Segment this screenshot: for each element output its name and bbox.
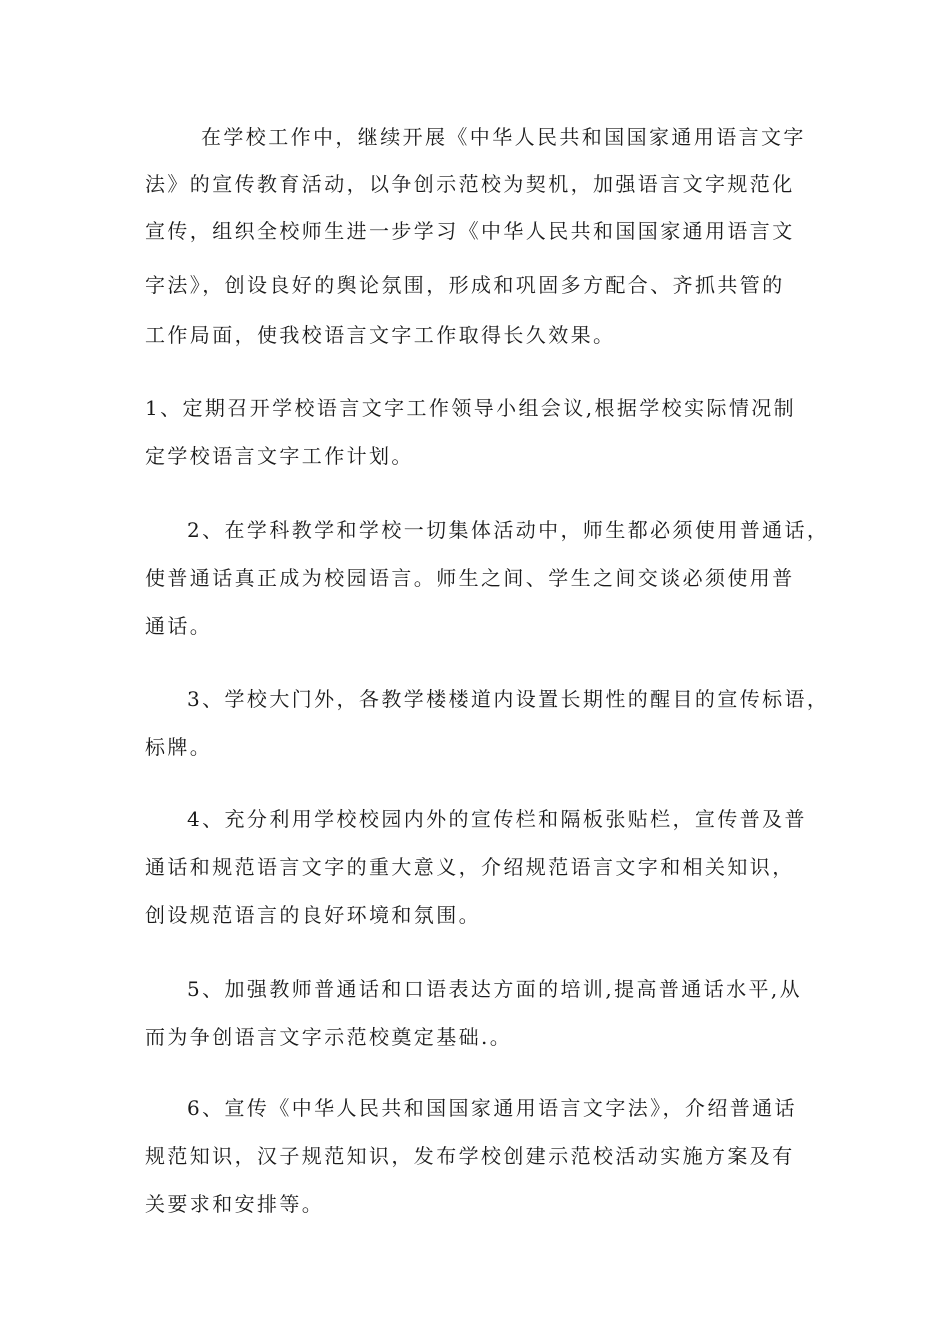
item-4-line-1: 4、充分利用学校校园内外的宣传栏和隔板张贴栏，宣传普及普: [187, 807, 807, 831]
item-6-line-1: 6、宣传《中华人民共和国国家通用语言文字法》，介绍普通话: [187, 1096, 797, 1120]
item-2-line-2: 使普通话真正成为校园语言。师生之间、学生之间交谈必须使用普: [145, 566, 795, 590]
paragraph-1-line-2: 法》的宣传教育活动，以争创示范校为契机，加强语言文字规范化: [145, 172, 795, 196]
paragraph-1-line-4: 字法》，创设良好的舆论氛围，形成和巩固多方配合、齐抓共管的: [145, 273, 785, 297]
item-3-line-2: 标牌。: [145, 735, 213, 759]
item-5-line-1: 5、加强教师普通话和口语表达方面的培训,提高普通话水平,从: [187, 977, 803, 1001]
item-6-line-2: 规范知识，汉子规范知识，发布学校创建示范校活动实施方案及有: [145, 1144, 795, 1168]
item-1-line-1: 1、定期召开学校语言文字工作领导小组会议,根据学校实际情况制: [145, 396, 797, 420]
item-2-line-1: 2、在学科教学和学校一切集体活动中，师生都必须使用普通话，: [187, 518, 830, 542]
item-4-line-3: 创设规范语言的良好环境和氛围。: [145, 903, 481, 927]
item-4-line-2: 通话和规范语言文字的重大意义，介绍规范语言文字和相关知识，: [145, 855, 795, 879]
item-6-line-3: 关要求和安排等。: [145, 1192, 325, 1216]
item-5-line-2: 而为争创语言文字示范校奠定基础.。: [145, 1025, 513, 1049]
paragraph-1-line-1: 在学校工作中，继续开展《中华人民共和国国家通用语言文字: [201, 125, 806, 149]
item-1-line-2: 定学校语言文字工作计划。: [145, 444, 414, 468]
item-3-line-1: 3、学校大门外，各教学楼楼道内设置长期性的醒目的宣传标语，: [187, 687, 830, 711]
paragraph-1-line-5: 工作局面，使我校语言文字工作取得长久效果。: [145, 323, 616, 347]
paragraph-1-line-3: 宣传，组织全校师生进一步学习《中华人民共和国国家通用语言文: [145, 219, 795, 243]
item-2-line-3: 通话。: [145, 614, 213, 638]
